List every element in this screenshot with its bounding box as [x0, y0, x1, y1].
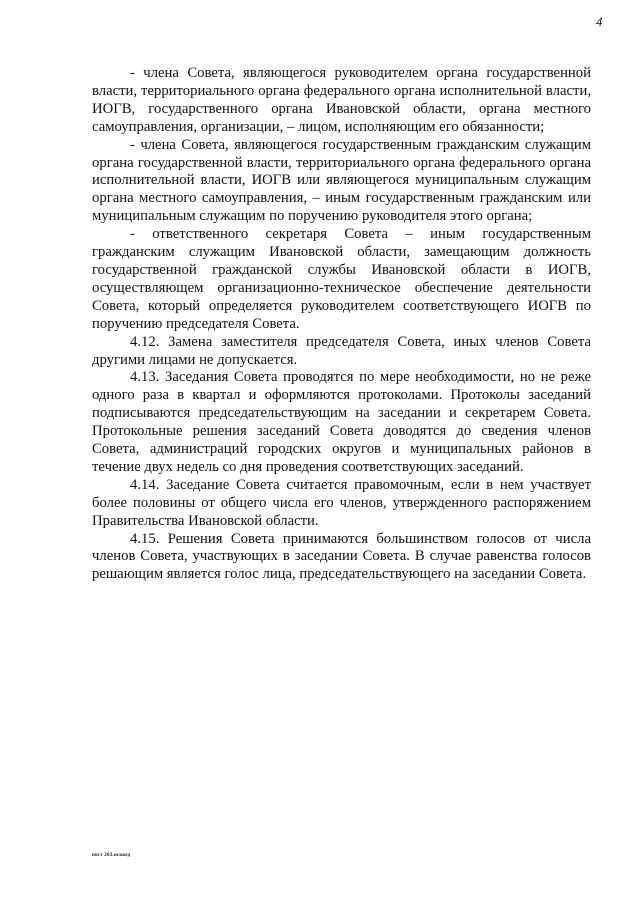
paragraph-member-civil-servant-replacement: - члена Совета, являющегося государственным гражданским служащим органа государственной власти, территориального органа федерального органа исполнительной власти, ИОГВ или являющегося муниципальным служащим органа местного самоуправления, – иным государственным гражданским или муниципальным служащим по поручению руководителя этого органа;	[92, 136, 591, 225]
paragraph-secretary-replacement: - ответственного секретаря Совета – иным государственным гражданским служащим Ивановской области, замещающим должность государственной гражданской службы Ивановской области в ИОГВ, осуществляющем организационно-техническое обеспечение деятельности Совета, который определяется руководителем соответствующего ИОГВ по поручению председателя Совета.	[92, 226, 591, 332]
paragraph-4-15: 4.15. Решения Совета принимаются большинством голосов от числа членов Совета, участвующих в заседании Совета. В случае равенства голосов решающим является голос лица, председательствующего на заседании Совета.	[92, 530, 591, 583]
paragraph-4-12: 4.12. Замена заместителя председателя Совета, иных членов Совета другими лицами не допускается.	[92, 333, 591, 368]
paragraph-member-head-replacement: - члена Совета, являющегося руководителем органа государственной власти, территориального органа федерального органа исполнительной власти, ИОГВ, государственного органа Ивановской области, органа местного самоуправления, организации, – лицом, исполняющим его обязанности;	[92, 65, 591, 135]
paragraph-4-14: 4.14. Заседание Совета считается правомочным, если в нем участвует более половины от общего числа его членов, утвержденного распоряжением Правительства Ивановской области.	[92, 476, 591, 529]
document-body	[92, 65, 591, 584]
page-number: 4	[596, 14, 603, 29]
footer-file-code: пост 203.нсккед	[92, 853, 131, 858]
paragraph-4-13: 4.13. Заседания Совета проводятся по мере необходимости, но не реже одного раза в квартал и оформляются протоколами. Протоколы заседаний подписываются председательствующим на заседании и секретарем Совета. Протокольные решения заседаний Совета доводятся до сведения членов Совета, администраций городских округов и муниципальных районов в течение двух недель со дня проведения соответствующих заседаний.	[92, 369, 591, 475]
